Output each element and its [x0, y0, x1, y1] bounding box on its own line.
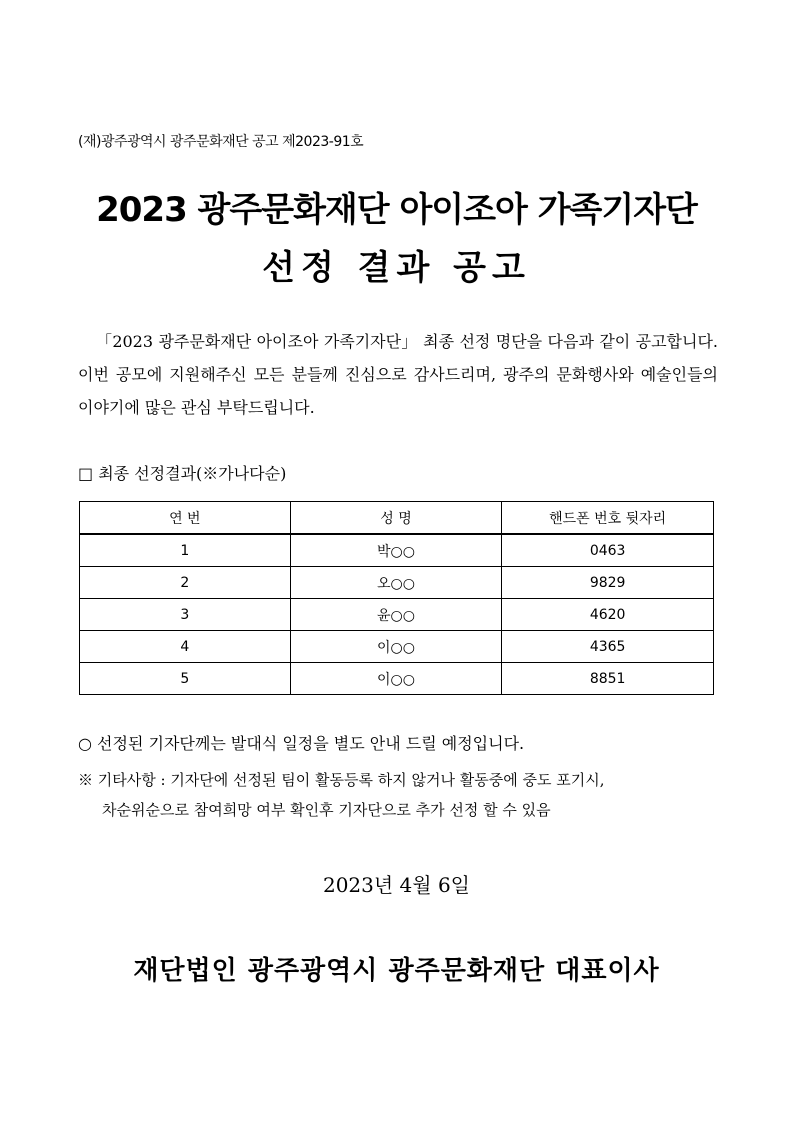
intro-paragraph: 「2023 광주문화재단 아이조아 가족기자단」 최종 선정 명단을 다음과 같이 공고합니다. 이번 공모에 지원해주신 모든 분들께 진심으로 감사드리며, 광주의 문화행사와 예술인들의 이야기에 많은 관심 부탁드립니다.	[78, 332, 718, 417]
cell-name: 이○○	[290, 663, 502, 695]
signer: 재단법인 광주광역시 광주문화재단 대표이사	[133, 956, 660, 986]
cell-name: 이○○	[290, 631, 502, 663]
cell-name: 오○○	[290, 567, 502, 599]
section-heading: □ 최종 선정결과(※가나다순)	[78, 464, 287, 483]
table-row	[80, 631, 714, 663]
note-other	[78, 765, 604, 825]
results-table	[79, 501, 714, 695]
table-row	[80, 599, 714, 631]
note-orientation: ○ 선정된 기자단께는 발대식 일정을 별도 안내 드릴 예정입니다.	[78, 734, 525, 753]
notice-date: 2023년 4월 6일	[322, 873, 471, 897]
cell-name: 박○○	[290, 534, 502, 567]
table-header-row	[80, 502, 714, 535]
cell-phone: 4365	[502, 631, 714, 663]
cell-name: 윤○○	[290, 599, 502, 631]
header-phone: 핸드폰 번호 뒷자리	[502, 502, 714, 535]
cell-no: 2	[80, 567, 291, 599]
table-row	[80, 534, 714, 567]
cell-no: 4	[80, 631, 291, 663]
cell-phone: 8851	[502, 663, 714, 695]
page-subtitle: 선정 결과 공고	[262, 248, 531, 288]
table-row	[80, 663, 714, 695]
notice-number: (재)광주광역시 광주문화재단 공고 제2023-91호	[78, 134, 364, 150]
cell-phone: 9829	[502, 567, 714, 599]
header-name: 성 명	[290, 502, 502, 535]
note-other-line1: ※ 기타사항 : 기자단에 선정된 팀이 활동등록 하지 않거나 활동중에 중도 포기시,	[78, 771, 605, 789]
cell-phone: 0463	[502, 534, 714, 567]
header-no: 연 번	[80, 502, 291, 535]
cell-no: 1	[80, 534, 291, 567]
cell-no: 5	[80, 663, 291, 695]
cell-no: 3	[80, 599, 291, 631]
page-title: 2023 광주문화재단 아이조아 가족기자단	[96, 190, 697, 230]
table-row	[80, 567, 714, 599]
cell-phone: 4620	[502, 599, 714, 631]
note-other-line2: 차순위순으로 참여희망 여부 확인후 기자단으로 추가 선정 할 수 있음	[102, 801, 551, 819]
